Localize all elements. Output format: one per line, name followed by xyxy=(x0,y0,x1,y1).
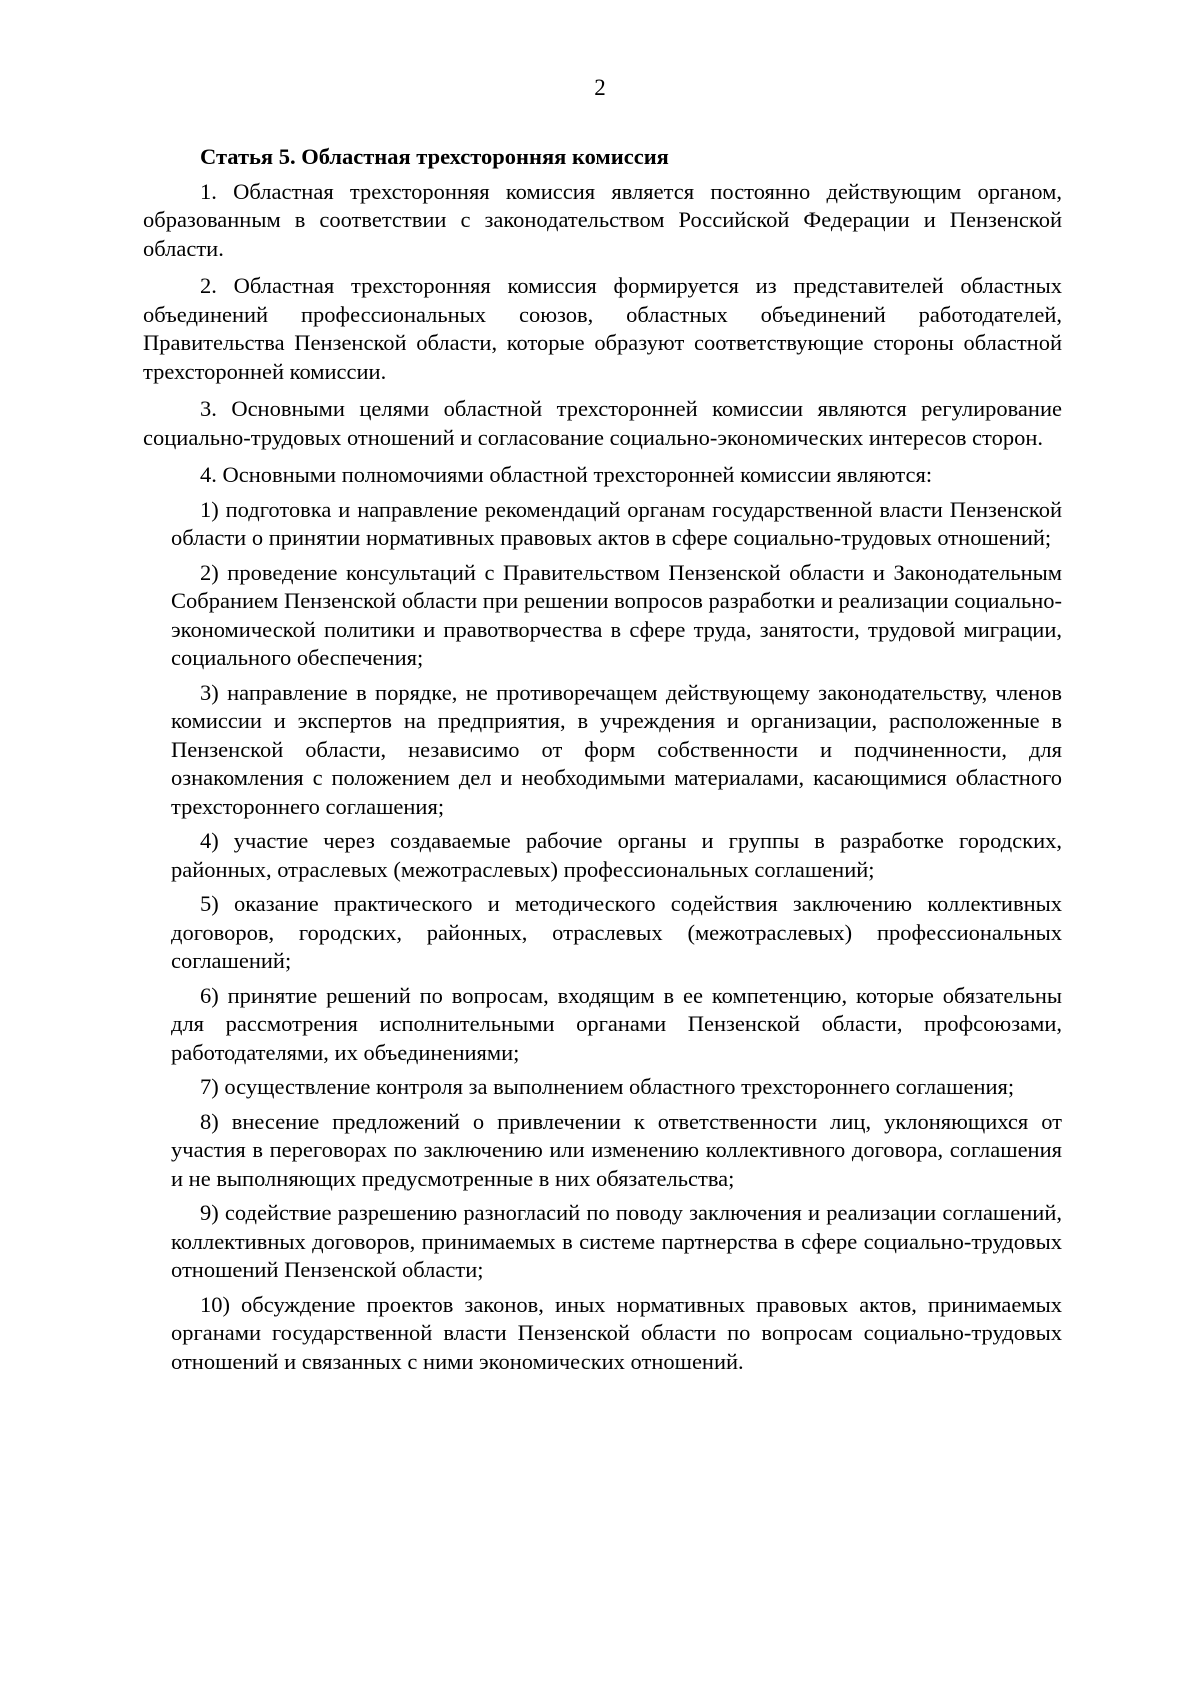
paragraph-2: 2. Областная трехсторонняя комиссия формируется из представителей областных объединений профессиональных союзов, областных объединений работодателей, Правительства Пензенской области, которые образуют соответствующие стороны областной трехсторонней комиссии. xyxy=(143,273,1062,384)
paragraph-1: 1. Областная трехсторонняя комиссия является постоянно действующим органом, образованным в соответствии с законодательством Российской Федерации и Пензенской области. xyxy=(143,178,1062,261)
power-item-7: 7) осуществление контроля за выполнением областного трехстороннего соглашения; xyxy=(200,1074,1015,1099)
document-body xyxy=(143,143,1062,1382)
article-heading: Статья 5. Областная трехсторонняя комиссия xyxy=(200,144,669,169)
power-item-2: 2) проведение консультаций с Правительством Пензенской области и Законодательным Собранием Пензенской области при решении вопросов разработки и реализации социально-экономической политики и правотворчества в сфере труда, занятости, трудовой миграции, социального обеспечения; xyxy=(171,559,1062,670)
power-item-3: 3) направление в порядке, не противоречащем действующему законодательству, членов комиссии и экспертов на предприятия, в учреждения и организации, расположенные в Пензенской области, независимо от форм собственности и подчиненности, для ознакомления с положением дел и необходимыми материалами, касающимися областного трехстороннего соглашения; xyxy=(171,679,1062,819)
page-number: 2 xyxy=(594,75,606,100)
power-item-1: 1) подготовка и направление рекомендаций органам государственной власти Пензенской области о принятии нормативных правовых актов в сфере социально-трудовых отношений; xyxy=(171,496,1062,550)
power-item-4: 4) участие через создаваемые рабочие органы и группы в разработке городских, районных, отраслевых (межотраслевых) профессиональных соглашений; xyxy=(171,828,1062,882)
powers-list xyxy=(143,496,1062,1377)
power-item-8: 8) внесение предложений о привлечении к ответственности лиц, уклоняющихся от участия в переговорах по заключению или изменению коллективного договора, соглашения и не выполняющих предусмотренные в них обязательства; xyxy=(171,1108,1062,1191)
power-item-5: 5) оказание практического и методического содействия заключению коллективных договоров, городских, районных, отраслевых (межотраслевых) профессиональных соглашений; xyxy=(171,891,1062,973)
power-item-6: 6) принятие решений по вопросам, входящим в ее компетенцию, которые обязательны для рассмотрения исполнительными органами Пензенской области, профсоюзами, работодателями, их объединениями; xyxy=(171,982,1062,1065)
power-item-9: 9) содействие разрешению разногласий по поводу заключения и реализации соглашений, коллективных договоров, принимаемых в системе партнерства в сфере социально-трудовых отношений Пензенской области; xyxy=(171,1200,1062,1282)
paragraph-3: 3. Основными целями областной трехсторонней комиссии являются регулирование социально-трудовых отношений и согласование социально-экономических интересов сторон. xyxy=(143,396,1062,450)
paragraph-4: 4. Основными полномочиями областной трехсторонней комиссии являются: xyxy=(200,462,933,487)
power-item-10: 10) обсуждение проектов законов, иных нормативных правовых актов, принимаемых органами государственной власти Пензенской области по вопросам социально-трудовых отношений и связанных с ними экономических отношений. xyxy=(171,1291,1062,1374)
